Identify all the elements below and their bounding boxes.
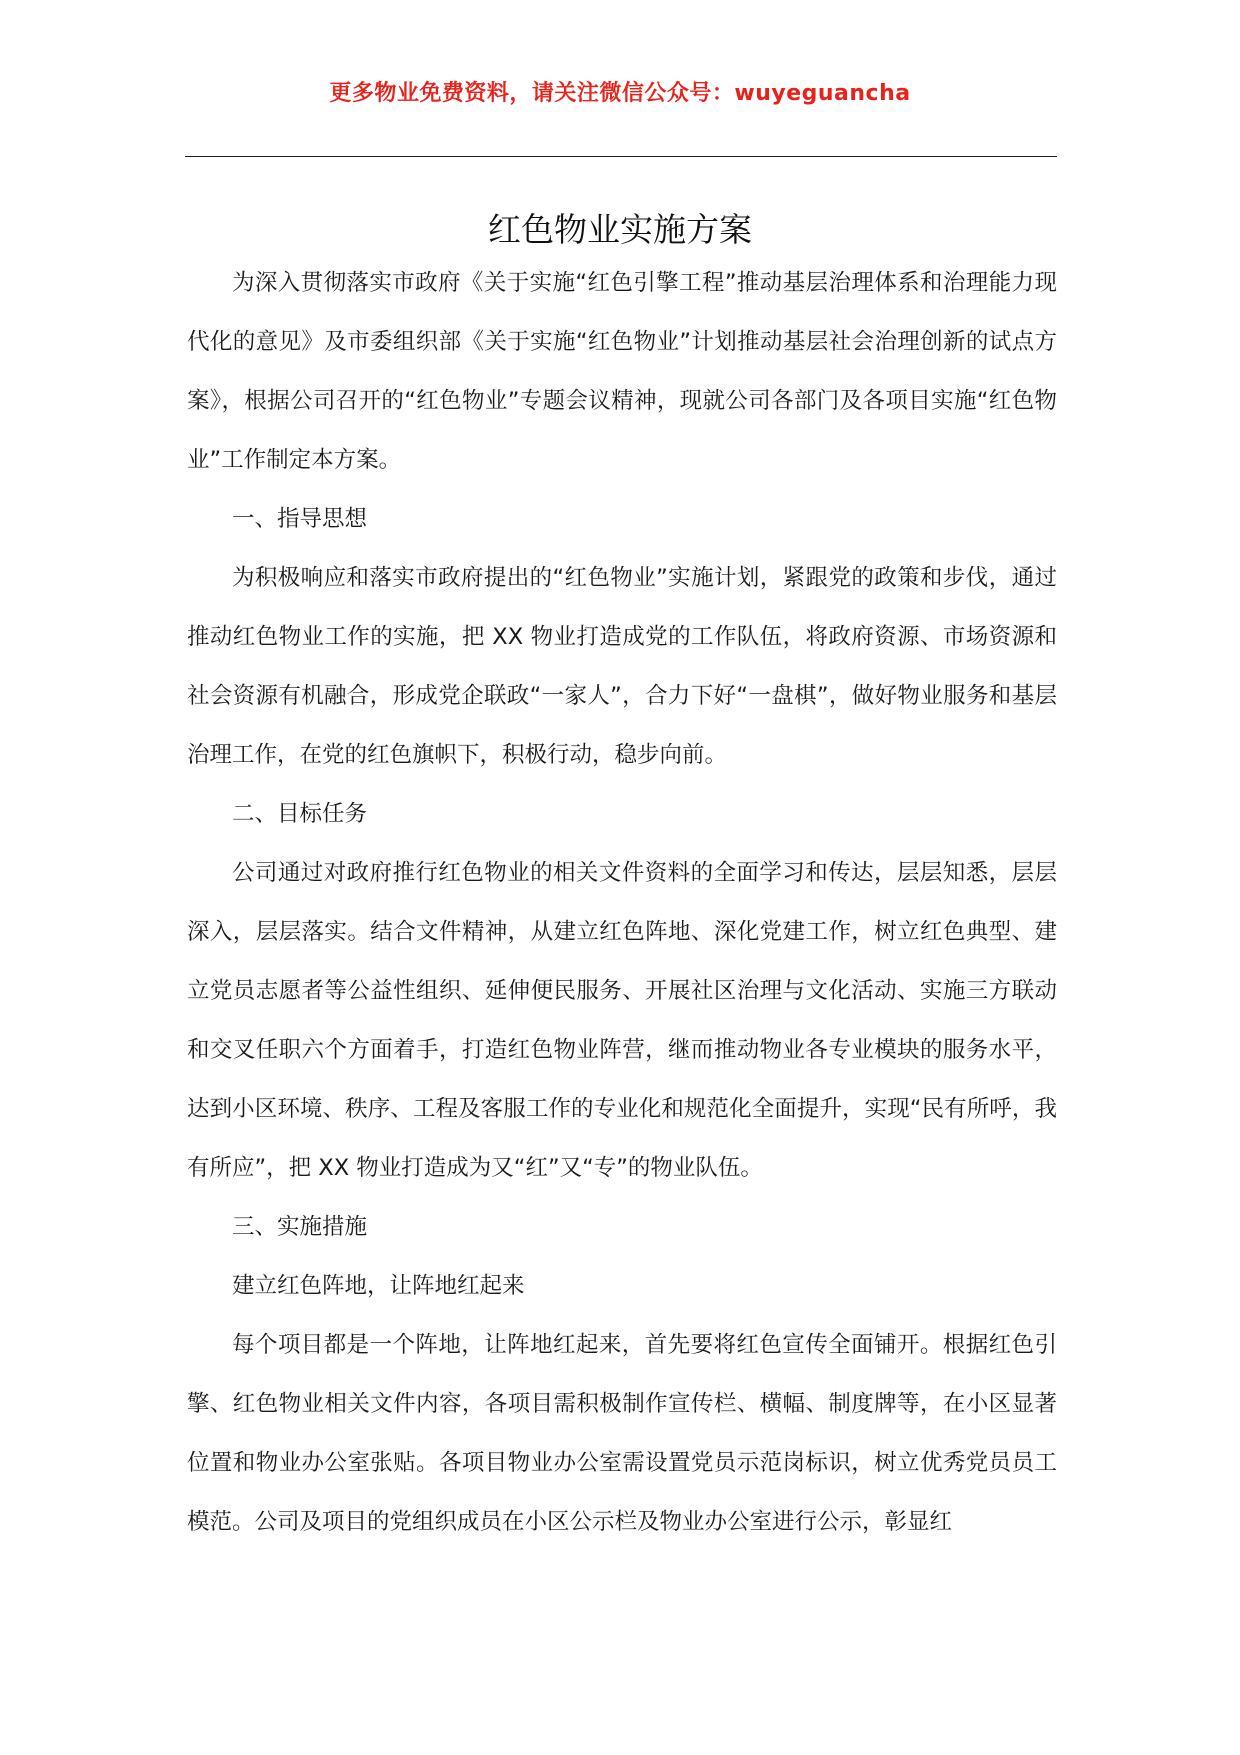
section-heading-guiding-ideology: 一、指导思想 <box>232 506 368 532</box>
section-heading-goals-tasks: 二、目标任务 <box>232 801 368 827</box>
section-heading-measures: 三、实施措施 <box>232 1214 368 1240</box>
document-body <box>187 254 1057 1552</box>
subsection-heading-red-position: 建立红色阵地，让阵地红起来 <box>232 1273 525 1299</box>
red-position-paragraph: 每个项目都是一个阵地，让阵地红起来，首先要将红色宣传全面铺开。根据红色引擎、红色物业相关文件内容，各项目需积极制作宣传栏、横幅、制度牌等，在小区显著位置和物业办公室张贴。各项目物业办公室需设置党员示范岗标识，树立优秀党员员工模范。公司及项目的党组织成员在小区公示栏及物业办公室进行公示，彰显红 <box>187 1332 1057 1535</box>
goals-tasks-paragraph: 公司通过对政府推行红色物业的相关文件资料的全面学习和传达，层层知悉，层层深入，层层落实。结合文件精神，从建立红色阵地、深化党建工作，树立红色典型、建立党员志愿者等公益性组织、延伸便民服务、开展社区治理与文化活动、实施三方联动和交叉任职六个方面着手，打造红色物业阵营，继而推动物业各专业模块的服务水平，达到小区环境、秩序、工程及客服工作的专业化和规范化全面提升，实现“民有所呼，我有所应”，把 XX 物业打造成为又“红”又“专”的物业队伍。 <box>187 860 1057 1181</box>
document-title: 红色物业实施方案 <box>488 210 752 249</box>
guiding-ideology-paragraph: 为积极响应和落实市政府提出的“红色物业”实施计划，紧跟党的政策和步伐，通过推动红色物业工作的实施，把 XX 物业打造成党的工作队伍，将政府资源、市场资源和社会资源有机融合，形成党企联政“一家人”，合力下好“一盘棋”，做好物业服务和基层治理工作，在党的红色旗帜下，积极行动，稳步向前。 <box>187 565 1057 768</box>
intro-paragraph: 为深入贯彻落实市政府《关于实施“红色引擎工程”推动基层治理体系和治理能力现代化的意见》及市委组织部《关于实施“红色物业”计划推动基层社会治理创新的试点方案》，根据公司召开的“红色物业”专题会议精神，现就公司各部门及各项目实施“红色物业”工作制定本方案。 <box>187 270 1057 473</box>
header-notice: 更多物业免费资料，请关注微信公众号：wuyeguancha <box>329 81 911 106</box>
header-divider <box>185 156 1057 157</box>
